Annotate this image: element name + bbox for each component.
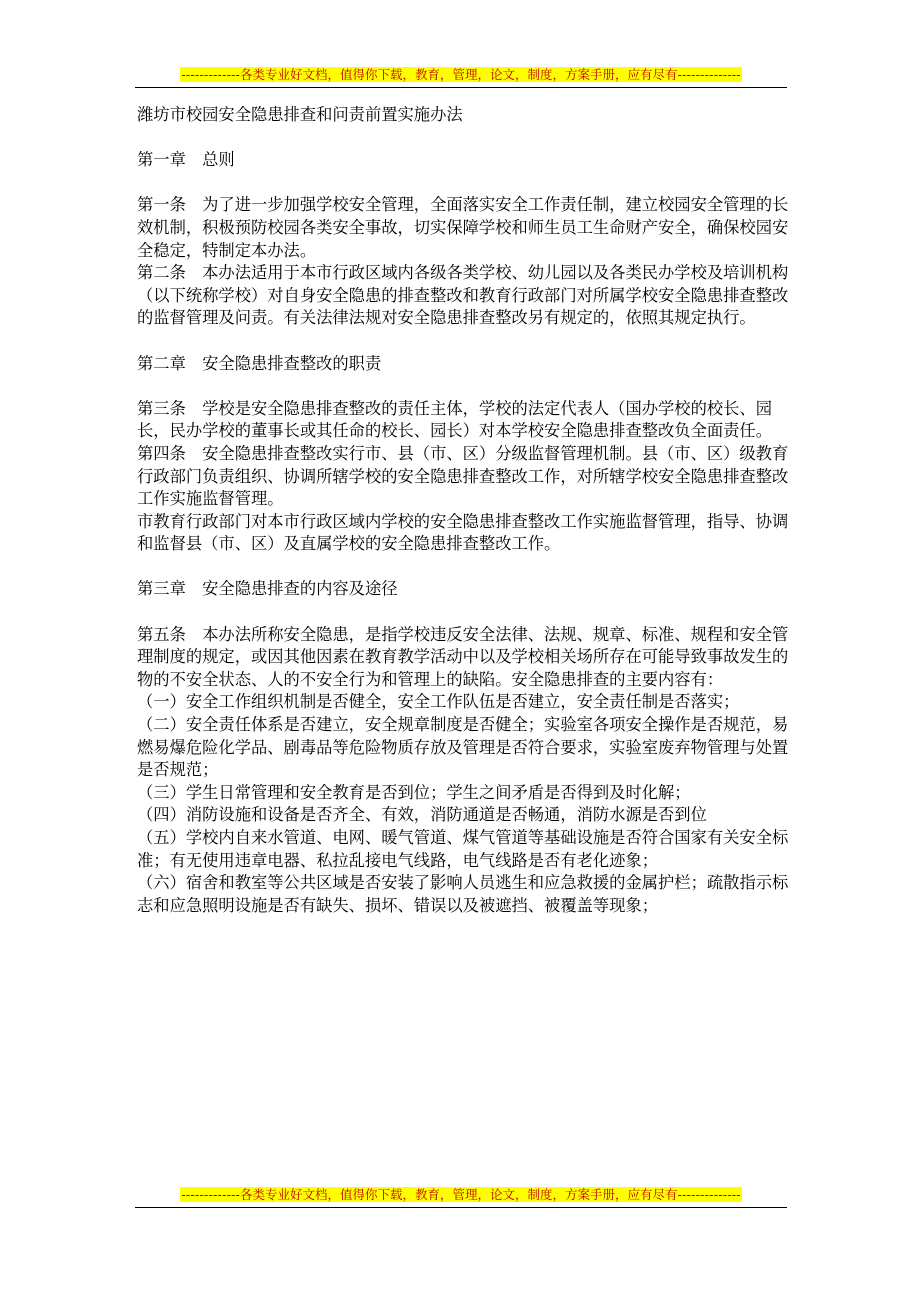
list-item-2: （二）安全责任体系是否建立，安全规章制度是否健全；实验室各项安全操作是否规范，易燃易爆危险化学品、剧毒品等危险物质存放及管理是否符合要求，实验室废弃物管理与处置是否规范； [137,715,789,780]
header-rule [135,87,787,88]
header-banner [135,64,787,88]
article-5: 第五条 本办法所称安全隐患，是指学校违反安全法律、法规、规章、标准、规程和安全管理制度的规定，或因其他因素在教育教学活动中以及学校相关场所存在可能导致事故发生的物的不安全状态、人的不安全行为和管理上的缺陷。安全隐患排查的主要内容有： [137,624,789,689]
chapter-2-heading: 第二章 安全隐患排查整改的职责 [137,353,382,373]
footer-rule [135,1207,787,1208]
list-item-4: （四）消防设施和设备是否齐全、有效，消防通道是否畅通，消防水源是否到位 [137,805,707,825]
header-banner-text: -------------各类专业好文档，值得你下载，教育，管理，论文，制度，方案手册，应有尽有-------------- [181,67,741,82]
chapter-3-heading: 第三章 安全隐患排查的内容及途径 [137,579,398,599]
list-item-5: （五）学校内自来水管道、电网、暖气管道、煤气管道等基础设施是否符合国家有关安全标准；有无使用违章电器、私拉乱接电气线路，电气线路是否有老化迹象； [137,828,789,870]
article-3: 第三条 学校是安全隐患排查整改的责任主体，学校的法定代表人（国办学校的校长、园长，民办学校的董事长或其任命的校长、园长）对本学校安全隐患排查整改负全面责任。 [137,398,772,441]
list-item-3: （三）学生日常管理和安全教育是否到位；学生之间矛盾是否得到及时化解； [137,782,691,802]
chapter-1-heading: 第一章 总则 [137,150,235,170]
document-body [137,104,789,917]
article-2: 第二条 本办法适用于本市行政区域内各级各类学校、幼儿园以及各类民办学校及培训机构（以下统称学校）对自身安全隐患的排查整改和教育行政部门对所属学校安全隐患排查整改的监督管理及问责。有关法律法规对安全隐患排查整改另有规定的，依照其规定执行。 [137,263,789,328]
footer-banner [135,1184,787,1208]
footer-banner-text: -------------各类专业好文档，值得你下载，教育，管理，论文，制度，方案手册，应有尽有-------------- [181,1187,741,1202]
article-1: 第一条 为了进一步加强学校安全管理，全面落实安全工作责任制，建立校园安全管理的长效机制，积极预防校园各类安全事故，切实保障学校和师生员工生命财产安全，确保校园安全稳定，特制定本办法。 [137,195,789,260]
article-4: 第四条 安全隐患排查整改实行市、县（市、区）分级监督管理机制。县（市、区）级教育行政部门负责组织、协调所辖学校的安全隐患排查整改工作，对所辖学校安全隐患排查整改工作实施监督管理。 [137,443,789,509]
list-item-1: （一）安全工作组织机制是否健全，安全工作队伍是否建立，安全责任制是否落实； [137,692,740,712]
article-4-paragraph-2: 市教育行政部门对本市行政区域内学校的安全隐患排查整改工作实施监督管理，指导、协调和监督县（市、区）及直属学校的安全隐患排查整改工作。 [137,511,789,554]
document-title: 潍坊市校园安全隐患排查和问责前置实施办法 [137,105,463,124]
list-item-6: （六）宿舍和教室等公共区域是否安装了影响人员逃生和应急救援的金属护栏；疏散指示标志和应急照明设施是否有缺失、损坏、错误以及被遮挡、被覆盖等现象； [137,873,789,915]
